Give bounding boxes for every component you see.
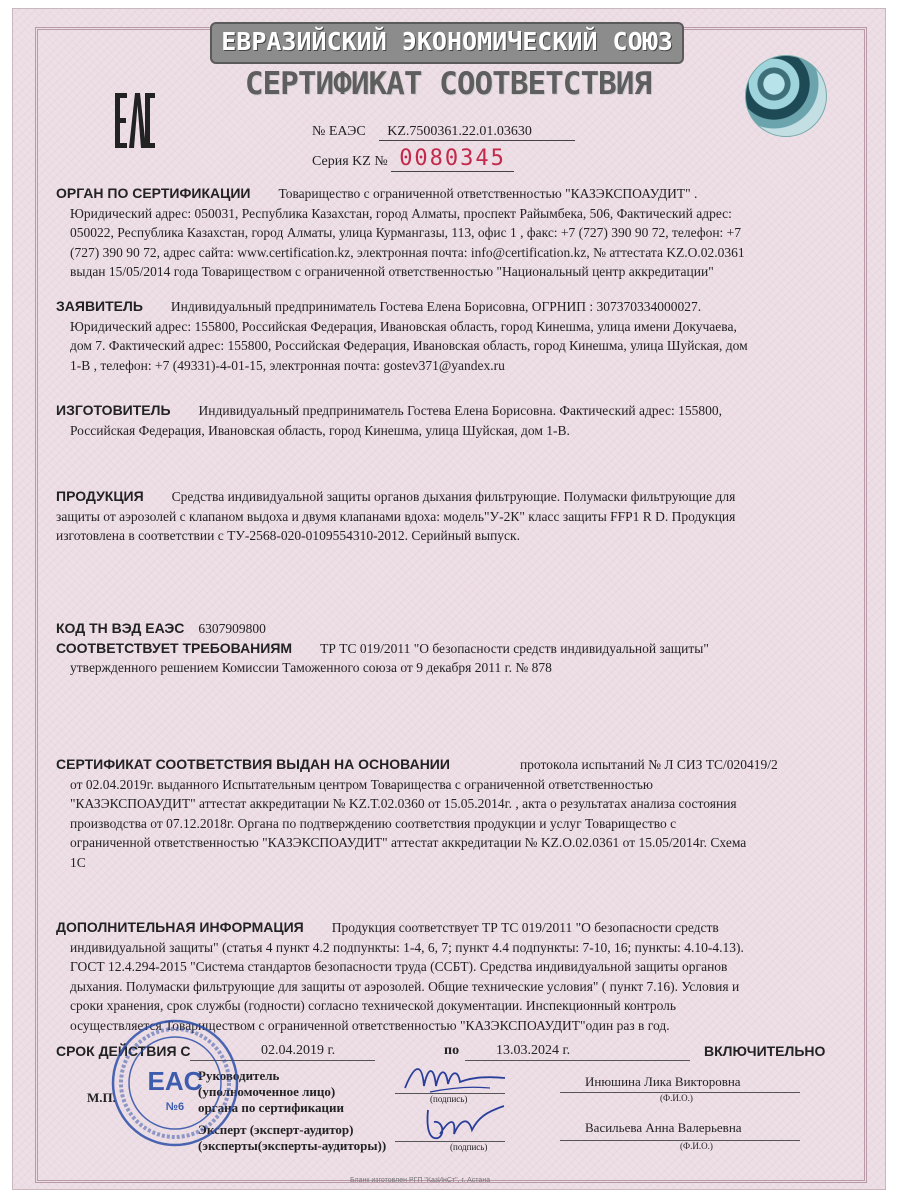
additional-line1: Продукция соответствует ТР ТС 019/2011 "О безопасности средств [331, 920, 719, 935]
code-section [56, 619, 846, 678]
manufacturer-title: ИЗГОТОВИТЕЛЬ [56, 402, 171, 418]
applicant-line4: 1-В , телефон: +7 (49331)-4-01-15, электронная почта: gostev371@yandex.ru [70, 357, 505, 373]
head-signature [400, 1058, 510, 1098]
head-fio-caption: (Ф.И.О.) [660, 1093, 693, 1103]
basis-line3: "КАЗЭКСПОАУДИТ" аттестат аккредитации № KZ.T.02.0360 от 15.05.2014г. , акта о результатах анализа состояния [70, 796, 737, 811]
validity-inclusive: ВКЛЮЧИТЕЛЬНО [704, 1043, 826, 1059]
additional-line4: дыхания. Полумаски фильтрующие для защиты от аэрозолей. Общие технические условия" ( пункт 7.16). Условия и [70, 978, 740, 994]
series-row [312, 146, 514, 171]
manufacturer-section [56, 401, 846, 440]
basis-line2: от 02.04.2019г. выданного Испытательным центром Товарищества с ограниченной ответственностью [70, 776, 654, 792]
footer-note: Бланк изготовлен РГП "КазИнСт", г. Астана [350, 1177, 491, 1184]
number-row [312, 124, 575, 141]
validity-to: 13.03.2024 г. [496, 1043, 571, 1058]
basis-title: СЕРТИФИКАТ СООТВЕТСТВИЯ ВЫДАН НА ОСНОВАНИИ [56, 756, 450, 772]
head-label3: органа по сертификации [198, 1100, 344, 1115]
expert-label2: (эксперты(эксперты-аудиторы)) [198, 1138, 387, 1153]
additional-line5: сроки хранения, срок службы (годности) согласно технической документации. Инспекционный контроль [70, 998, 677, 1013]
head-name: Инюшина Лика Викторовна [585, 1074, 741, 1089]
series-value: 0080345 [391, 146, 514, 172]
basis-section [56, 755, 846, 872]
expert-signature [420, 1100, 510, 1148]
organ-line4: (727) 390 90 72, адрес сайта: www.certification.kz, электронная почта: info@certification.kz, № аттестата KZ.O.02.0361 [70, 244, 745, 260]
applicant-title: ЗАЯВИТЕЛЬ [56, 298, 143, 314]
product-line2: защиты от аэрозолей с клапаном выдоха и двумя клапанами вдоха: модель"У-2К" класс защиты FFP1 R D. Продукция [56, 508, 736, 524]
manufacturer-line2: Российская Федерация, Ивановская область, город Кинешма, улица Шуйская, дом 1-В. [70, 422, 570, 438]
svg-text:EAC: EAC [147, 1066, 203, 1096]
svg-text:№6: №6 [165, 1101, 185, 1113]
head-sign-caption: (подпись) [430, 1094, 468, 1104]
applicant-line2: Юридический адрес: 155800, Российская Федерация, Ивановская область, город Кинешма, улица имени Докучаева, [70, 318, 737, 334]
basis-line6: 1С [70, 854, 86, 870]
organ-line5: выдан 15/05/2014 года Товариществом с ограниченной ответственностью "Национальный центр аккредитации" [70, 264, 714, 279]
head-label1: Руководитель [198, 1068, 280, 1083]
expert-fio-caption: (Ф.И.О.) [680, 1141, 713, 1151]
basis-line5: ограниченной ответственностью "КАЗЭКСПОАУДИТ" аттестат аккредитации № KZ.O.02.0361 от 15.05/2014г. Схема [70, 835, 747, 850]
organ-section [56, 184, 846, 282]
applicant-section [56, 297, 846, 375]
series-label: Серия KZ № [312, 154, 388, 169]
product-line3: изготовлена в соответствии с ТУ-2568-020-0109554310-2012. Серийный выпуск. [56, 528, 520, 543]
product-line1: Средства индивидуальной защиты органов дыхания фильтрующие. Полумаски фильтрующие для [171, 489, 736, 504]
additional-line2: индивидуальной защиты" (статья 4 пункт 4.2 подпункты: 1-4, 6, 7; пункт 4.4 подпункты: 7-10, 16; пункты: 4.10-4.13). [70, 939, 744, 955]
code-value: 6307909800 [198, 621, 266, 636]
product-section [56, 487, 846, 546]
additional-line6: осуществляется Товариществом с ограниченной ответственностью "КАЗЭКСПОАУДИТ"один раз в год. [70, 1017, 670, 1033]
basis-line4: производства от 07.12.2018г. Органа по подтверждению соответствия продукции и услуг Товарищество с [70, 815, 677, 831]
number-value: KZ.7500361.22.01.03630 [379, 124, 575, 141]
organ-title: ОРГАН ПО СЕРТИФИКАЦИИ [56, 185, 251, 201]
conformity-title: СООТВЕТСТВУЕТ ТРЕБОВАНИЯМ [56, 639, 293, 656]
expert-label1: Эксперт (эксперт-аудитор) [198, 1122, 354, 1137]
basis-line1: протокола испытаний № Л СИЗ ТС/020419/2 [519, 757, 778, 772]
product-title: ПРОДУКЦИЯ [56, 488, 144, 504]
expert-name: Васильева Анна Валерьевна [585, 1120, 742, 1135]
union-banner: ЕВРАЗИЙСКИЙ ЭКОНОМИЧЕСКИЙ СОЮЗ [210, 22, 684, 64]
eac-logo [115, 93, 155, 148]
applicant-line1: Индивидуальный предприниматель Гостева Елена Борисовна, ОГРНИП : 307370334000027. [170, 299, 702, 314]
validity-to-label: по [444, 1043, 460, 1058]
validity-title: СРОК ДЕЙСТВИЯ С [56, 1043, 191, 1059]
organ-line3: 050022, Республика Казахстан, город Алматы, улица Курмангазы, 113, офис 1 , факс: +7 (727) 390 90 72, телефон: +7 [70, 225, 742, 240]
manufacturer-line1: Индивидуальный предприниматель Гостева Елена Борисовна. Фактический адрес: 155800, [198, 403, 722, 418]
mp-label: М.П. [87, 1090, 116, 1105]
additional-title: ДОПОЛНИТЕЛЬНАЯ ИНФОРМАЦИЯ [56, 919, 304, 935]
organ-line2: Юридический адрес: 050031, Республика Казахстан, город Алматы, проспект Райымбека, 506, Фактический адрес: [70, 205, 732, 221]
validity-from: 02.04.2019 г. [261, 1043, 336, 1058]
number-label: № ЕАЭС [312, 124, 366, 139]
hologram-sticker [745, 55, 827, 137]
expert-sign-caption: (подпись) [450, 1142, 488, 1152]
conformity-line2: утвержденного решением Комиссии Таможенного союза от 9 декабря 2011 г. № 878 [70, 660, 552, 675]
official-stamp [110, 1018, 240, 1148]
head-label2: (уполномоченное лицо) [198, 1084, 336, 1099]
applicant-line3: дом 7. Фактический адрес: 155800, Российская Федерация, Ивановская область, город Кинешма, улица Шуйская, дом [70, 338, 748, 353]
organ-line1: Товарищество с ограниченной ответственностью "КАЗЭКСПОАУДИТ" . [278, 186, 698, 201]
code-title: КОД ТН ВЭД ЕАЭС [56, 620, 185, 636]
conformity-line1: ТР ТС 019/2011 "О безопасности средств индивидуальной защиты" [320, 640, 709, 656]
certificate-title: СЕРТИФИКАТ СООТВЕТСТВИЯ [244, 66, 652, 102]
additional-line3: ГОСТ 12.4.294-2015 "Система стандартов безопасности труда (ССБТ). Средства индивидуальной защиты органов [70, 959, 728, 974]
